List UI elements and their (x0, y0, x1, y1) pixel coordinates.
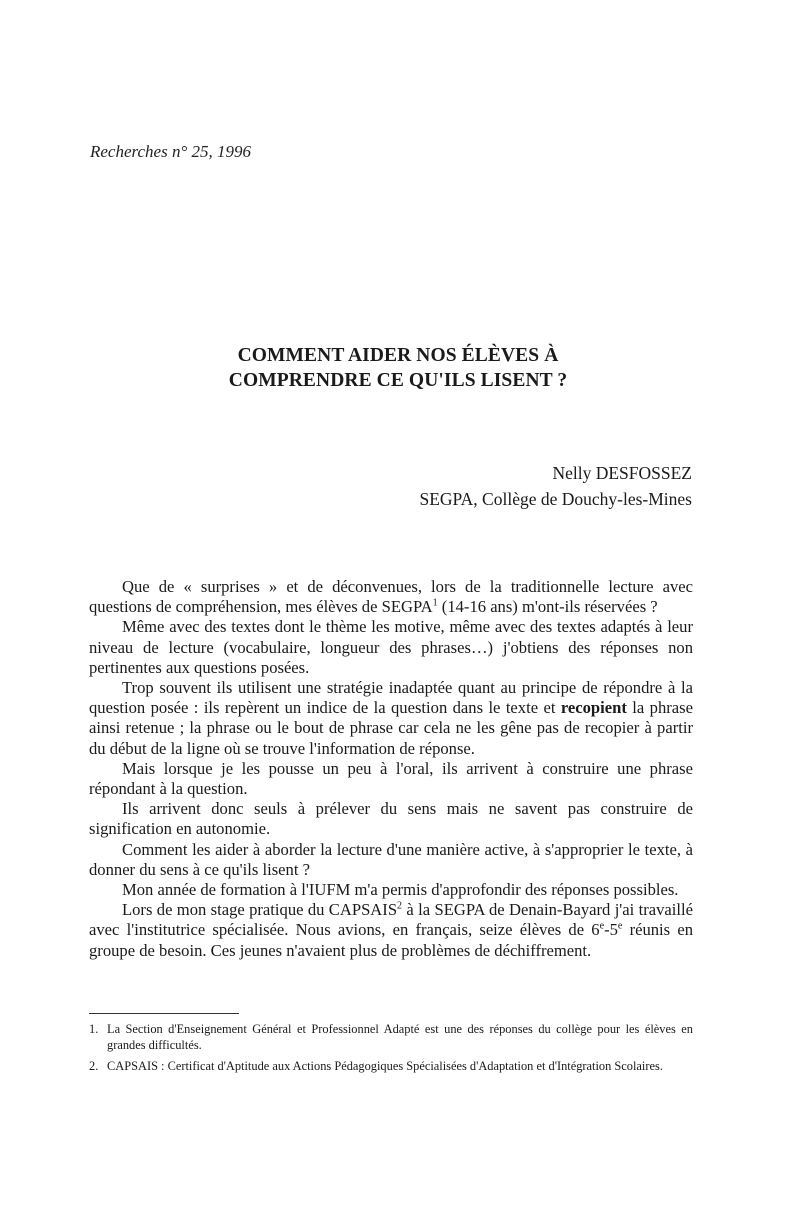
superscript: e (599, 920, 605, 932)
footnote-number: 1. (89, 1022, 99, 1036)
text-run: -5 (604, 920, 618, 940)
title-line-2: COMPRENDRE CE QU'ILS LISENT ? (228, 370, 568, 391)
bold-word: recopient (560, 698, 627, 718)
footnote (89, 1022, 693, 1053)
footnote-ref: 1 (432, 597, 438, 609)
paragraph: Mais lorsque je les pousse un peu à l'oral, ils arrivent à construire une phrase répondant à la question. (89, 758, 693, 799)
footnote-text: La Section d'Enseignement Général et Professionnel Adapté est une des réponses du collège pour les élèves en grandes difficultés. (107, 1022, 693, 1052)
paragraph (89, 577, 693, 617)
text-run: à la SEGPA de Denain-Bayard j'ai travaillé avec l'institutrice spécialisée. Nous avions, en français, seize élèves de 6 (89, 900, 693, 940)
text-run: Lors de mon stage pratique du CAPSAIS (122, 900, 398, 920)
author-name: Nelly DESFOSSEZ (552, 463, 692, 483)
text-run: Que de « surprises » et de déconvenues, lors de la traditionnelle lecture avec questions de compréhension, mes élèves de SEGPA (89, 577, 693, 617)
text-run: (14-16 ans) m'ont-ils réservées ? (437, 597, 658, 617)
superscript: e (617, 920, 623, 932)
footnote-number: 2. (89, 1059, 99, 1074)
author-affiliation: SEGPA, Collège de Douchy-les-Mines (419, 489, 692, 509)
footnote-ref: 2 (397, 900, 403, 912)
paragraph: Mon année de formation à l'IUFM m'a permis d'approfondir des réponses possibles. (122, 880, 679, 900)
footnote-separator (89, 1013, 239, 1014)
journal-header: Recherches n° 25, 1996 (90, 142, 252, 161)
article-title (0, 343, 796, 393)
footnote (89, 1059, 693, 1075)
article-body (89, 577, 693, 961)
paragraph (89, 900, 693, 961)
text-run: Trop souvent ils utilisent une stratégie inadaptée quant au principe de répondre à la question posée : ils repèrent un indice de la question dans le texte et (89, 678, 693, 718)
title-line-1: COMMENT AIDER NOS ÉLÈVES À (237, 345, 559, 366)
paragraph: Comment les aider à aborder la lecture d'une manière active, à s'approprier le texte, à donner du sens à ce qu'ils lisent ? (89, 839, 693, 879)
text-run: réunis en groupe de besoin. Ces jeunes n'avaient plus de problèmes de déchiffrement. (89, 920, 694, 960)
paragraph (89, 678, 693, 759)
text-run: la phrase ainsi retenue ; la phrase ou le bout de phrase car cela ne les gêne pas de recopier à partir du début de la ligne où se trouve l'information de réponse. (89, 698, 693, 758)
paragraph: Même avec des textes dont le thème les motive, même avec des textes adaptés à leur niveau de lecture (vocabulaire, longueur des phrases…) j'obtiens des réponses non pertinentes aux questions posées. (89, 617, 693, 677)
author-block (419, 460, 692, 512)
paragraph: Ils arrivent donc seuls à prélever du sens mais ne savent pas construire de signification en autonomie. (89, 799, 693, 839)
footnotes (89, 1022, 693, 1081)
footnote-text: CAPSAIS : Certificat d'Aptitude aux Actions Pédagogiques Spécialisées d'Adaptation et d'Intégration Scolaires. (107, 1059, 663, 1074)
